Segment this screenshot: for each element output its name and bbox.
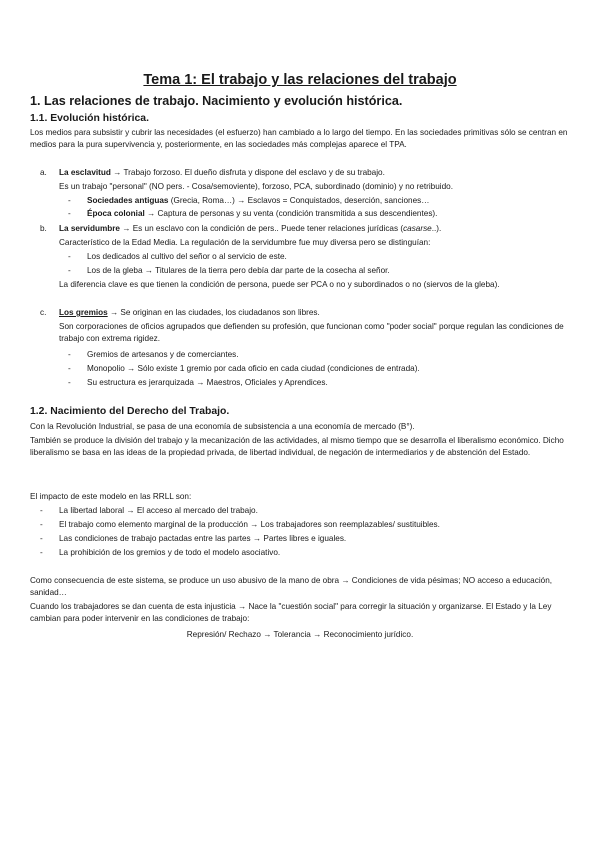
bullet-dash: - <box>68 364 71 373</box>
bullet-dash: - <box>68 209 71 218</box>
servidumbre-text: → Es un esclavo con la condición de pers.. Puede tener relaciones jurídicas ( <box>119 224 404 233</box>
subsection-heading-nacimiento: 1.2. Nacimiento del Derecho del Trabajo. <box>30 406 230 417</box>
term-epoca-colonial: Época colonial <box>87 209 145 218</box>
paragraph-revolucion: Con la Revolución Industrial, se pasa de una economía de subsistencia a una economía de mercado (B°). <box>30 422 415 431</box>
list-item-esclavitud <box>59 167 385 179</box>
bullet-dash: - <box>40 534 43 543</box>
esclavitud-text: → Trabajo forzoso. El dueño disfruta y dispone del esclavo y de su trabajo. <box>110 168 385 177</box>
list-item <box>87 208 437 220</box>
servidumbre-description: Característico de la Edad Media. La regulación de la servidumbre fue muy diversa pero se distinguían: <box>59 238 431 247</box>
gremios-description: Son corporaciones de oficios agrupados que defienden su profesión, que funcionan como "poder social" porque regulan las condiciones de trabajo con extrema rigidez. <box>59 322 564 343</box>
term-gremios: Los gremios <box>59 308 108 317</box>
bullet-dash: - <box>68 350 71 359</box>
list-item: El trabajo como elemento marginal de la producción → Los trabajadores son reemplazables/ sustituibles. <box>59 520 440 529</box>
list-item: Gremios de artesanos y de comerciantes. <box>87 350 239 359</box>
list-marker-c: c. <box>40 308 47 317</box>
bullet-dash: - <box>68 266 71 275</box>
esclavitud-description: Es un trabajo "personal" (NO pers. - Cosa/semoviente), forzoso, PCA, subordinado (dominio) y no retribuido. <box>59 182 453 191</box>
paragraph-liberalismo: También se produce la división del trabajo y la mecanización de las actividades, al mismo tiempo que se desarrolla el liberalismo económico. Dicho liberalismo se basa en las ideas de la propiedad privada, de libertad individual, de negación de intermediarios y de abstención del Estado. <box>30 436 564 457</box>
bullet-dash: - <box>40 520 43 529</box>
servidumbre-italic: casarse <box>403 224 432 233</box>
bullet-dash: - <box>68 378 71 387</box>
epoca-colonial-text: → Captura de personas y su venta (condición transmitida a sus descendientes). <box>144 209 438 218</box>
paragraph-consecuencia: Como consecuencia de este sistema, se produce un uso abusivo de la mano de obra → Condiciones de vida pésimas; NO acceso a educación, sanidad… <box>30 576 553 597</box>
list-item <box>87 195 429 207</box>
paragraph-cuestion-social: Cuando los trabajadores se dan cuenta de esta injusticia → Nace la "cuestión social" para corregir la situación y organizarse. El Estado y la Ley cambian para poder intervenir en las condiciones de trabajo: <box>30 602 552 623</box>
bullet-dash: - <box>68 196 71 205</box>
servidumbre-text-end: ..). <box>431 224 442 233</box>
intro-paragraph: Los medios para subsistir y cubrir las necesidades (el esfuerzo) han cambiado a lo largo del tiempo. En las sociedades primitivas sólo se centran en medios para la pura supervivencia y, posteriormente, en las sociedades más complejas aparece el TPA. <box>30 128 568 149</box>
list-item: Su estructura es jerarquizada → Maestros, Oficiales y Aprendices. <box>87 378 328 387</box>
list-item: La prohibición de los gremios y de todo el modelo asociativo. <box>59 548 281 557</box>
centered-sequence: Represión/ Rechazo → Tolerancia → Reconocimiento jurídico. <box>186 630 414 639</box>
term-servidumbre: La servidumbre <box>59 224 120 233</box>
list-item: Monopolio → Sólo existe 1 gremio por cada oficio en cada ciudad (condiciones de entrada). <box>87 364 420 373</box>
section-heading: 1. Las relaciones de trabajo. Nacimiento y evolución histórica. <box>30 94 403 108</box>
list-item: Los de la gleba → Titulares de la tierra pero debía dar parte de la cosecha al señor. <box>87 266 390 275</box>
bullet-dash: - <box>68 252 71 261</box>
bullet-dash: - <box>40 548 43 557</box>
impact-intro: El impacto de este modelo en las RRLL son: <box>30 492 192 501</box>
servidumbre-closing: La diferencia clave es que tienen la condición de persona, puede ser PCA o no y subordinados o no (siervos de la gleba). <box>59 280 500 289</box>
page-title: Tema 1: El trabajo y las relaciones del trabajo <box>143 72 457 88</box>
list-item-servidumbre <box>59 223 441 235</box>
list-item: Las condiciones de trabajo pactadas entre las partes → Partes libres e iguales. <box>59 534 347 543</box>
list-item: Los dedicados al cultivo del señor o al servicio de este. <box>87 252 287 261</box>
gremios-text: → Se originan en las ciudades, los ciudadanos son libres. <box>107 308 320 317</box>
list-marker-a: a. <box>40 168 47 177</box>
list-marker-b: b. <box>40 224 47 233</box>
subsection-heading-evolucion: 1.1. Evolución histórica. <box>30 113 149 124</box>
sociedades-antiguas-text: (Grecia, Roma…) → Esclavos = Conquistados, deserción, sanciones… <box>168 196 430 205</box>
list-item: La libertad laboral → El acceso al mercado del trabajo. <box>59 506 258 515</box>
list-item-gremios <box>59 307 320 319</box>
term-sociedades-antiguas: Sociedades antiguas <box>87 196 169 205</box>
term-esclavitud: La esclavitud <box>59 168 111 177</box>
bullet-dash: - <box>40 506 43 515</box>
